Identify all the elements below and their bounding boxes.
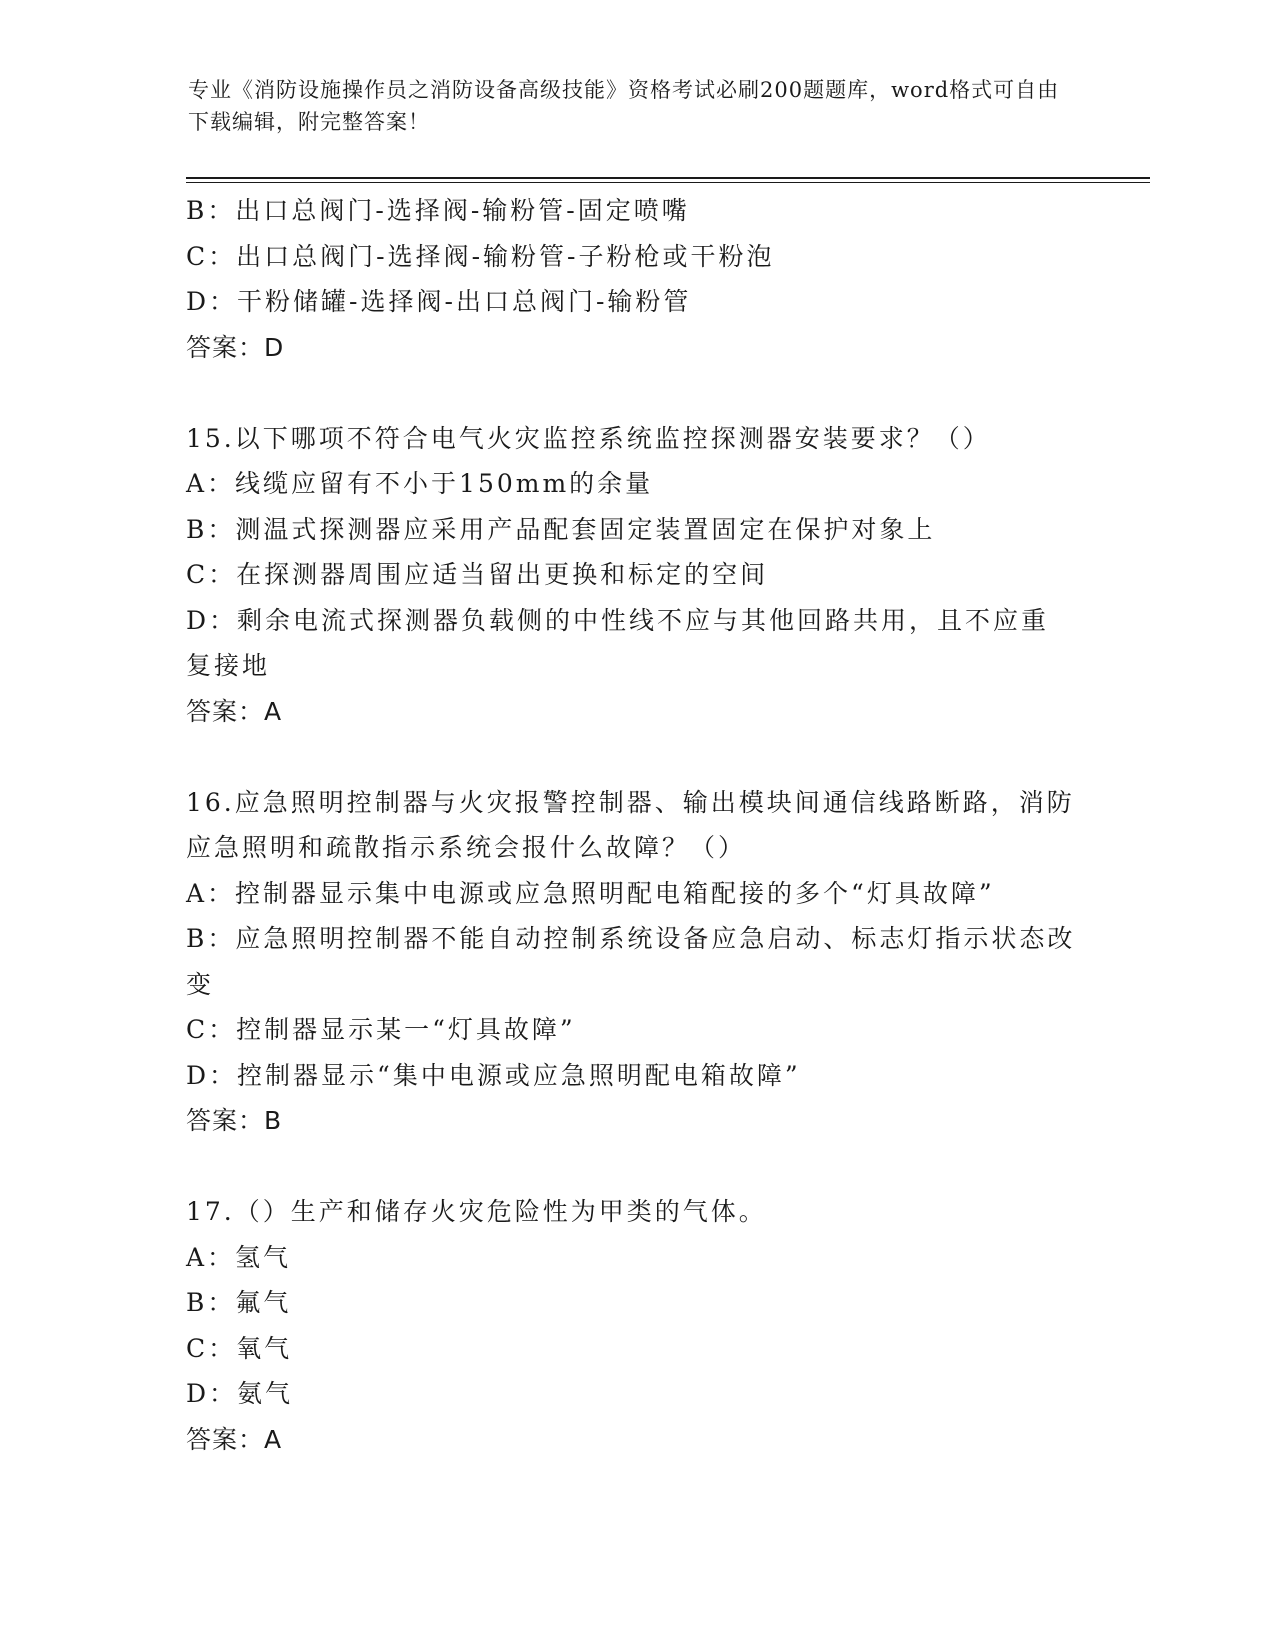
answer-line: 答案：A	[186, 1424, 283, 1454]
spacer	[186, 734, 1076, 780]
question-stem: 16.应急照明控制器与火灾报警控制器、输出模块间通信线路断路，消防应急照明和疏散指示系统会报什么故障？（）	[186, 787, 1075, 862]
document-header: 专业《消防设施操作员之消防设备高级技能》资格考试必刷200题题库，word格式可自由下载编辑，附完整答案！	[188, 78, 1060, 134]
question-16	[186, 780, 1076, 1144]
header-rule-thick	[186, 177, 1150, 179]
option-b: B：测温式探测器应采用产品配套固定装置固定在保护对象上	[186, 514, 936, 544]
option-c: C：控制器显示某一“灯具故障”	[186, 1015, 576, 1044]
answer-line: 答案：A	[186, 696, 283, 726]
answer-line: 答案：D	[186, 332, 285, 362]
question-stem: 17.（）生产和储存火灾危险性为甲类的气体。	[186, 1197, 767, 1226]
answer-line: 答案：B	[186, 1106, 283, 1135]
option-d: D：氨气	[186, 1379, 294, 1408]
option-c: C：氧气	[186, 1333, 293, 1363]
option-b: B：出口总阀门-选择阀-输粉管-固定喷嘴	[186, 196, 690, 225]
option-a: A：控制器显示集中电源或应急照明配电箱配接的多个“灯具故障”	[186, 878, 995, 908]
option-d: D：控制器显示“集中电源或应急照明配电箱故障”	[186, 1060, 801, 1090]
option-c: C：在探测器周围应适当留出更换和标定的空间	[186, 560, 769, 589]
prev-question-block	[186, 188, 1076, 370]
question-stem: 15.以下哪项不符合电气火灾监控系统监控探测器安装要求？（）	[186, 423, 991, 453]
option-c: C：出口总阀门-选择阀-输粉管-子粉枪或干粉泡	[186, 241, 775, 271]
option-a: A：氢气	[186, 1242, 292, 1272]
header-rule-thin	[186, 182, 1150, 183]
spacer	[186, 370, 1076, 416]
question-15	[186, 416, 1076, 735]
question-17	[186, 1189, 1076, 1462]
option-a: A：线缆应留有不小于150mm的余量	[186, 469, 654, 498]
question-content	[186, 188, 1076, 1462]
option-b: B：应急照明控制器不能自动控制系统设备应急启动、标志灯指示状态改变	[186, 924, 1076, 999]
option-b: B：氟气	[186, 1288, 292, 1317]
option-d: D：剩余电流式探测器负载侧的中性线不应与其他回路共用，且不应重复接地	[186, 605, 1050, 680]
option-d: D：干粉储罐-选择阀-出口总阀门-输粉管	[186, 287, 692, 316]
spacer	[186, 1144, 1076, 1190]
